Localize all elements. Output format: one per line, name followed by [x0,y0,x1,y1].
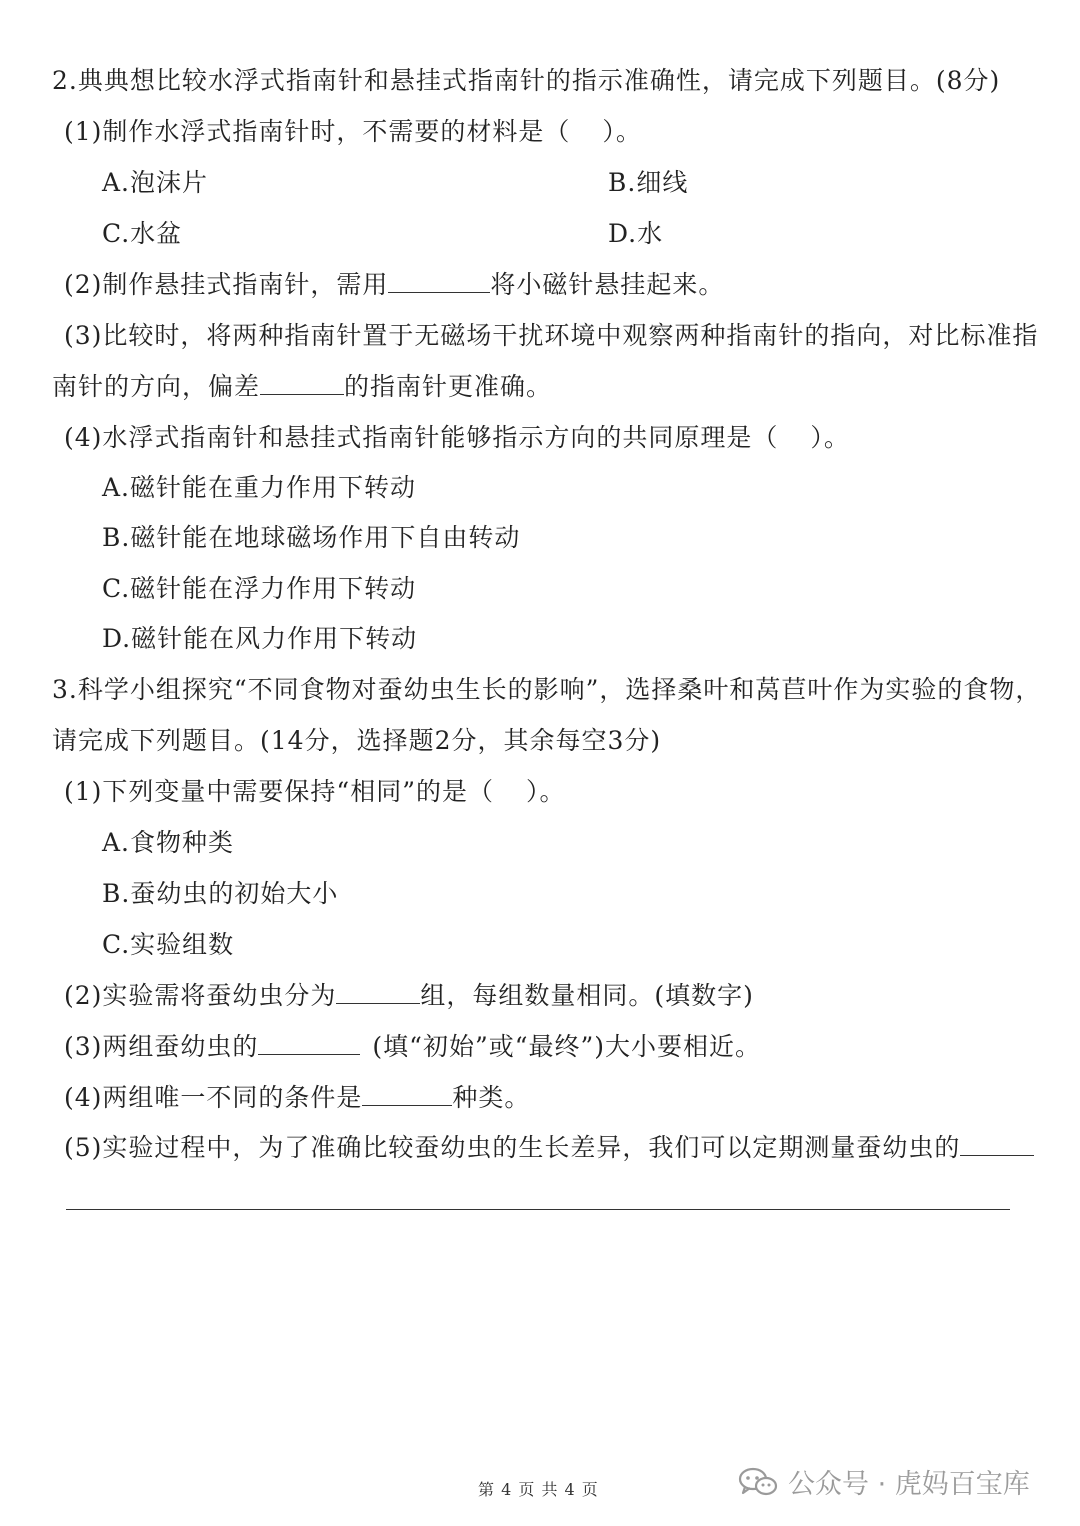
answer-blank[interactable] [388,268,490,293]
q3-sub3-end: (填“初始”或“最终”)大小要相近。 [372,1032,762,1061]
q3-sub1-option-b: B.蚕幼虫的初始大小 [102,879,339,908]
q2-sub4 [64,421,850,455]
q3-sub1-text: (1)下列变量中需要保持“相同”的是（ [64,777,494,806]
q2-sub4-option-a: A.磁针能在重力作用下转动 [102,473,417,502]
q2-sub1 [64,115,642,149]
q2-sub1-option-a: A.泡沫片 [102,168,209,197]
q2-sub4-end: ）。 [810,423,850,452]
q3-sub5 [64,1131,1034,1165]
q2-sub4-option-d: D.磁针能在风力作用下转动 [102,624,418,653]
q2-sub3-text: 南针的方向，偏差 [52,372,261,401]
q2-sub2 [64,268,724,302]
q3-title-line2: 请完成下列题目。(14分，选择题2分，其余每空3分) [52,726,662,755]
answer-blank[interactable] [960,1131,1034,1156]
page-footer: 第 4 页 共 4 页 [478,1480,599,1499]
q3-sub4-end: 种类。 [452,1083,531,1112]
q2-sub1-option-d: D.水 [608,219,664,248]
q3-sub3-text: (3)两组蚕幼虫的 [64,1032,259,1061]
q2-sub3-end: 的指南针更准确。 [344,372,553,401]
q3-sub2-end: 组，每组数量相同。(填数字) [420,981,754,1010]
q3-sub1-end: ）。 [525,777,566,806]
q2-sub4-option-c: C.磁针能在浮力作用下转动 [102,574,417,603]
q2-sub1-option-c: C.水盆 [102,219,183,248]
q3-sub1-option-a: A.食物种类 [102,828,235,857]
q2-sub3-line2 [52,370,552,404]
answer-blank[interactable] [362,1081,452,1106]
q2-sub1-option-b: B.细线 [608,168,689,197]
q2-title: 2.典典想比较水浮式指南针和悬挂式指南针的指示准确性，请完成下列题目。(8分) [52,66,1001,95]
q3-title-line1: 3.科学小组探究“不同食物对蚕幼虫生长的影响”，选择桑叶和莴苣叶作为实验的食物， [52,675,1042,704]
wechat-logo-icon [738,1467,778,1497]
q3-sub3 [64,1030,761,1064]
q2-sub2-end: 将小磁针悬挂起来。 [490,270,725,299]
q2-sub1-end: ）。 [602,117,642,146]
q3-sub2-text: (2)实验需将蚕幼虫分为 [64,981,337,1010]
watermark [738,1462,1030,1501]
watermark-text: 公众号 · 虎妈百宝库 [788,1469,1030,1500]
answer-blank[interactable] [260,370,344,395]
answer-blank[interactable] [336,979,420,1004]
q2-sub3-line1: (3)比较时，将两种指南针置于无磁场干扰环境中观察两种指南针的指向，对比标准指 [64,321,1039,350]
answer-line[interactable] [66,1209,1010,1210]
q3-sub4 [64,1081,530,1115]
q2-sub4-option-b: B.磁针能在地球磁场作用下自由转动 [102,523,521,552]
q3-sub2 [64,979,754,1013]
q2-sub4-text: (4)水浮式指南针和悬挂式指南针能够指示方向的共同原理是（ [64,423,779,452]
q2-sub1-text: (1)制作水浮式指南针时，不需要的材料是（ [64,117,571,146]
q3-sub4-text: (4)两组唯一不同的条件是 [64,1083,363,1112]
answer-blank[interactable] [258,1030,360,1055]
q3-sub1 [64,775,566,809]
q3-sub5-text: (5)实验过程中，为了准确比较蚕幼虫的生长差异，我们可以定期测量蚕幼虫的 [64,1133,961,1162]
q3-sub1-option-c: C.实验组数 [102,930,235,959]
q2-sub2-text: (2)制作悬挂式指南针，需用 [64,270,389,299]
